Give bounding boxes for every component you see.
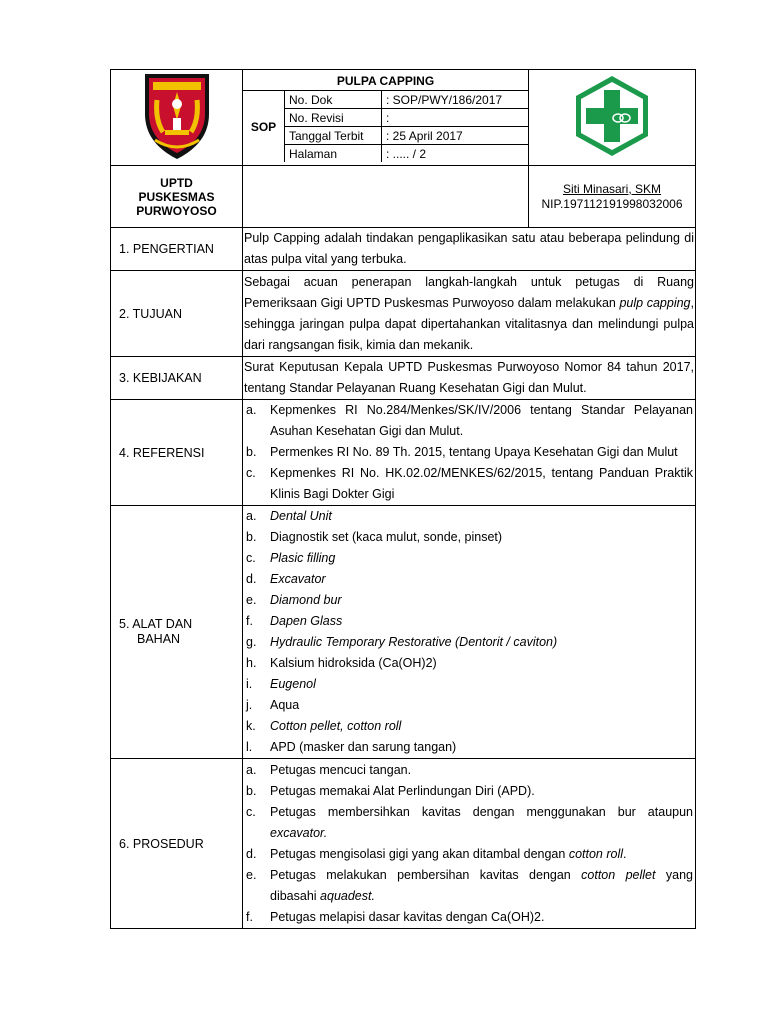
list-text: APD (masker dan sarung tangan) (270, 740, 457, 754)
list-marker: g. (246, 635, 257, 649)
list-text (270, 865, 694, 907)
list-item (244, 737, 694, 758)
section-label-alat (111, 506, 243, 759)
list-text: Eugenol (270, 677, 316, 691)
list-text: Diagnostik set (kaca mulut, sonde, pinset) (270, 530, 503, 544)
list-text: Plasic filling (270, 551, 336, 565)
text-run: Petugas membersihkan kavitas dengan menggunakan bur ataupun (270, 804, 693, 819)
list-item (244, 907, 694, 928)
list-item (244, 802, 694, 844)
label-line: BAHAN (137, 632, 181, 646)
field-row (285, 109, 528, 127)
emblem-cell (111, 70, 243, 166)
list-text: Aqua (270, 698, 300, 712)
section-list-prosedur (243, 759, 696, 929)
text-run: Petugas mengisolasi gigi yang akan ditambal dengan (270, 846, 569, 861)
list-marker: b. (246, 530, 257, 544)
org-line: PUSKESMAS (138, 189, 215, 204)
label-line: 5. ALAT DAN (119, 617, 193, 631)
list-marker: k. (246, 719, 256, 733)
org-line: UPTD (160, 175, 193, 190)
list-text: Petugas melapisi dasar kavitas dengan Ca(OH)2. (270, 909, 545, 924)
list-item (244, 463, 694, 505)
section-label-referensi: 4. REFERENSI (111, 400, 243, 506)
sop-label: SOP (243, 91, 285, 162)
section-list-alat (243, 506, 696, 759)
list-marker: h. (246, 656, 257, 670)
list-marker: c. (246, 466, 256, 480)
text-run-italic: pulp capping (619, 295, 691, 310)
text-run-italic: cotton pellet (581, 867, 656, 882)
doc-fields (285, 91, 528, 162)
text-run-italic: excavator. (270, 825, 328, 840)
list-marker: i. (246, 677, 253, 691)
org-line: PURWOYOSO (136, 203, 217, 218)
list-item (244, 400, 694, 442)
field-value: : (382, 109, 529, 127)
list-marker: l. (246, 740, 253, 754)
signer-name: Siti Minasari, SKM (562, 181, 662, 196)
text-run-italic: aquadest. (320, 888, 375, 903)
list-item (244, 695, 694, 716)
org-name (111, 166, 243, 228)
list-item (244, 781, 694, 802)
list-item (244, 590, 694, 611)
blank-cell (243, 166, 529, 228)
text-run: , sehingga jaringan pulpa dapat dipertahankan vitalitasnya dan melindungi pulpa dari rangsangan fisik, kimia dan mekanik. (244, 295, 694, 352)
list-text: Excavator (270, 572, 326, 586)
field-key: No. Dok (285, 91, 382, 109)
list-marker: a. (246, 762, 257, 777)
list-marker: e. (246, 867, 257, 882)
list-text (270, 802, 694, 844)
list-marker: b. (246, 445, 257, 459)
list-item (244, 653, 694, 674)
doc-title: PULPA CAPPING (243, 73, 528, 91)
list-item (244, 760, 694, 781)
list-item (244, 611, 694, 632)
list-text: Hydraulic Temporary Restorative (Dentorit / caviton) (270, 635, 558, 649)
text-run: Sebagai acuan penerapan langkah-langkah untuk petugas di Ruang Pemeriksaan Gigi UPTD Puskesmas Purwoyoso dalam melakukan (244, 274, 694, 310)
list-text: Petugas memakai Alat Perlindungan Diri (APD). (270, 783, 535, 798)
field-value: : SOP/PWY/186/2017 (382, 91, 529, 109)
section-text-tujuan (243, 271, 696, 357)
list-marker: j. (246, 698, 253, 712)
field-value: : ..... / 2 (386, 146, 427, 161)
section-label-kebijakan: 3. KEBIJAKAN (111, 357, 243, 400)
field-key: Halaman (285, 145, 382, 163)
list-text: Dental Unit (270, 509, 332, 523)
list-item (244, 442, 694, 463)
list-item (244, 506, 694, 527)
puskesmas-cross-icon (572, 74, 652, 158)
city-emblem-icon (139, 70, 215, 162)
list-item (244, 569, 694, 590)
list-item (244, 632, 694, 653)
text-run: Petugas melakukan pembersihan kavitas dengan (270, 867, 582, 882)
list-text: Kalsium hidroksida (Ca(OH)2) (270, 656, 437, 670)
field-key: Tanggal Terbit (285, 127, 382, 145)
list-item (244, 548, 694, 569)
signature-block (529, 166, 696, 228)
list-text: Kepmenkes RI No. HK.02.02/MENKES/62/2015, tentang Panduan Praktik Klinis Bagi Dokter Gigi (270, 466, 693, 501)
list-marker: c. (246, 551, 256, 565)
section-text-pengertian: Pulp Capping adalah tindakan pengaplikasikan satu atau beberapa pelindung di atas pulpa vital yang terbuka. (243, 228, 696, 271)
field-row (285, 91, 528, 109)
list-marker: b. (246, 783, 257, 798)
list-item (244, 674, 694, 695)
list-text: Cotton pellet, cotton roll (270, 719, 402, 733)
list-marker: a. (246, 403, 257, 417)
field-value: : 25 April 2017 (382, 127, 529, 145)
signer-nip: NIP.197112191998032006 (541, 196, 683, 211)
list-text: Permenkes RI No. 89 Th. 2015, tentang Upaya Kesehatan Gigi dan Mulut (270, 445, 678, 459)
section-text-kebijakan: Surat Keputusan Kepala UPTD Puskesmas Purwoyoso Nomor 84 tahun 2017, tentang Standar Pelayanan Ruang Kesehatan Gigi dan Mulut. (243, 357, 696, 400)
list-marker: c. (246, 804, 256, 819)
list-text (270, 844, 694, 865)
field-row (285, 145, 528, 163)
sop-document (110, 69, 695, 929)
list-marker: f. (246, 614, 253, 628)
list-item (244, 844, 694, 865)
section-label-pengertian: 1. PENGERTIAN (111, 228, 243, 271)
section-list-referensi (243, 400, 696, 506)
field-key: No. Revisi (285, 109, 382, 127)
section-label-prosedur: 6. PROSEDUR (111, 759, 243, 929)
list-marker: e. (246, 593, 257, 607)
section-label-tujuan: 2. TUJUAN (111, 271, 243, 357)
list-text: Diamond bur (270, 593, 342, 607)
list-item (244, 865, 694, 907)
text-run-italic: cotton roll (568, 846, 624, 861)
list-marker: a. (246, 509, 257, 523)
list-text: Kepmenkes RI No.284/Menkes/SK/IV/2006 tentang Standar Pelayanan Asuhan Kesehatan Gigi dan Mulut. (270, 403, 693, 438)
list-marker: d. (246, 572, 257, 586)
list-text: Dapen Glass (270, 614, 343, 628)
text-run: yang dibasahi (270, 867, 693, 903)
field-row (285, 127, 528, 145)
list-marker: d. (246, 846, 257, 861)
list-text: Petugas mencuci tangan. (270, 762, 412, 777)
text-run: . (623, 846, 627, 861)
list-item (244, 527, 694, 548)
puskesmas-logo-cell (529, 70, 696, 166)
list-item (244, 716, 694, 737)
list-marker: f. (246, 909, 253, 924)
